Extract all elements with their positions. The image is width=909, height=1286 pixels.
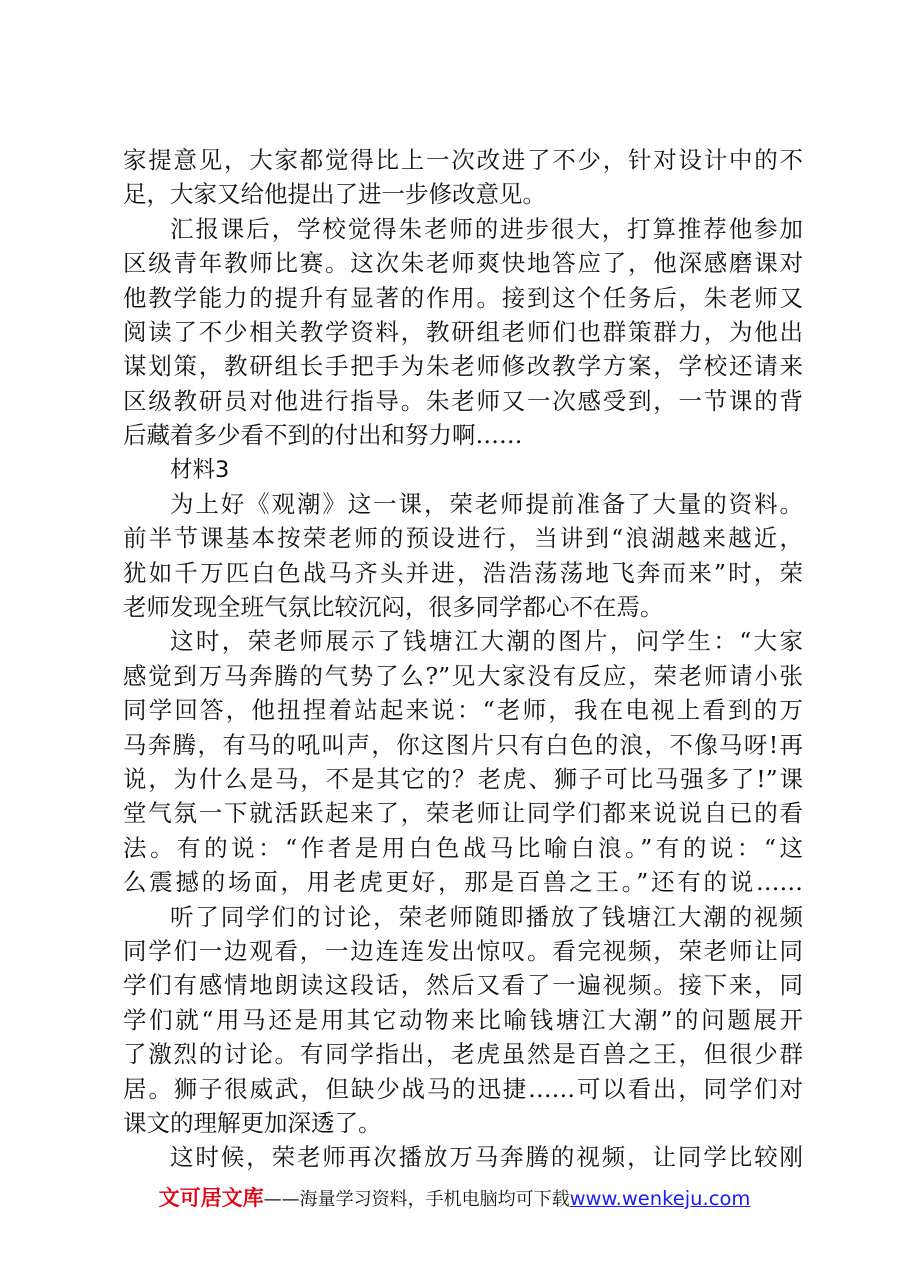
body-line: 谋划策，教研组长手把手为朱老师修改教学方案，学校还请来	[123, 352, 803, 381]
body-line: 居。狮子很威武，但缺少战马的迅捷……可以看出，同学们对	[123, 1074, 803, 1103]
section-heading: 材料3	[170, 456, 230, 483]
body-line: 这时，荣老师展示了钱塘江大潮的图片，问学生：“大家	[170, 627, 803, 656]
body-line: 犹如千万匹白色战马齐头并进，浩浩荡荡地飞奔而来”时，荣	[123, 558, 803, 587]
footer-brand: 文可居文库	[158, 1186, 264, 1210]
body-line: 堂气氛一下就活跃起来了，荣老师让同学们都来说说自已的看	[123, 799, 803, 828]
body-line: 他教学能力的提升有显著的作用。接到这个任务后，朱老师又	[123, 283, 803, 312]
body-line: 听了同学们的讨论，荣老师随即播放了钱塘江大潮的视频	[170, 902, 803, 931]
body-line: 课文的理解更加深透了。	[123, 1108, 382, 1137]
body-line: 学们就“用马还是用其它动物来比喻钱塘江大潮”的问题展开	[123, 1005, 803, 1034]
body-line: 这时候，荣老师再次播放万马奔腾的视频，让同学比较刚	[170, 1143, 803, 1172]
body-line: 了激烈的讨论。有同学指出，老虎虽然是百兽之王，但很少群	[123, 1040, 803, 1069]
footer-banner	[0, 1182, 909, 1212]
body-line: 家提意见，大家都觉得比上一次改进了不少，针对设计中的不	[123, 146, 803, 174]
body-line: 为上好《观潮》这一课，荣老师提前准备了大量的资料。	[170, 489, 803, 518]
body-line: 法。有的说：“作者是用白色战马比喻白浪。”有的说：“这	[123, 833, 803, 862]
body-line: 说，为什么是马，不是其它的？老虎、狮子可比马强多了!”课	[123, 765, 803, 794]
footer-tagline: ——海量学习资料，手机电脑均可下载	[263, 1189, 570, 1210]
body-line: 区级教研员对他进行指导。朱老师又一次感受到，一节课的背	[123, 386, 803, 415]
body-line: 马奔腾，有马的吼叫声，你这图片只有白色的浪，不像马呀!再	[123, 730, 803, 759]
body-line: 感觉到万马奔腾的气势了么?”见大家没有反应，荣老师请小张	[123, 661, 803, 690]
body-line: 汇报课后，学校觉得朱老师的进步很大，打算推荐他参加	[170, 214, 803, 243]
body-line: 同学们一边观看，一边连连发出惊叹。看完视频，荣老师让同	[123, 936, 803, 965]
body-line: 前半节课基本按荣老师的预设进行，当讲到“浪湖越来越近，	[123, 524, 803, 553]
footer-url-link[interactable]: www.wenkeju.com	[569, 1187, 751, 1210]
document-body	[123, 143, 803, 1175]
body-line: 老师发现全班气氛比较沉闷，很多同学都心不在焉。	[123, 593, 664, 622]
body-line: 学们有感情地朗读这段话，然后又看了一遍视频。接下来，同	[123, 971, 803, 1000]
body-line: 区级青年教师比赛。这次朱老师爽快地答应了，他深感磨课对	[123, 249, 803, 278]
body-line: 同学回答，他扭捏着站起来说：“老师，我在电视上看到的万	[123, 696, 803, 725]
body-line: 么震撼的场面，用老虎更好，那是百兽之王。”还有的说……	[123, 868, 803, 897]
body-line: 后藏着多少看不到的付出和努力啊……	[123, 421, 523, 450]
body-line: 阅读了不少相关教学资料，教研组老师们也群策群力，为他出	[123, 317, 803, 346]
body-line: 足，大家又给他提出了进一步修改意见。	[123, 180, 546, 209]
